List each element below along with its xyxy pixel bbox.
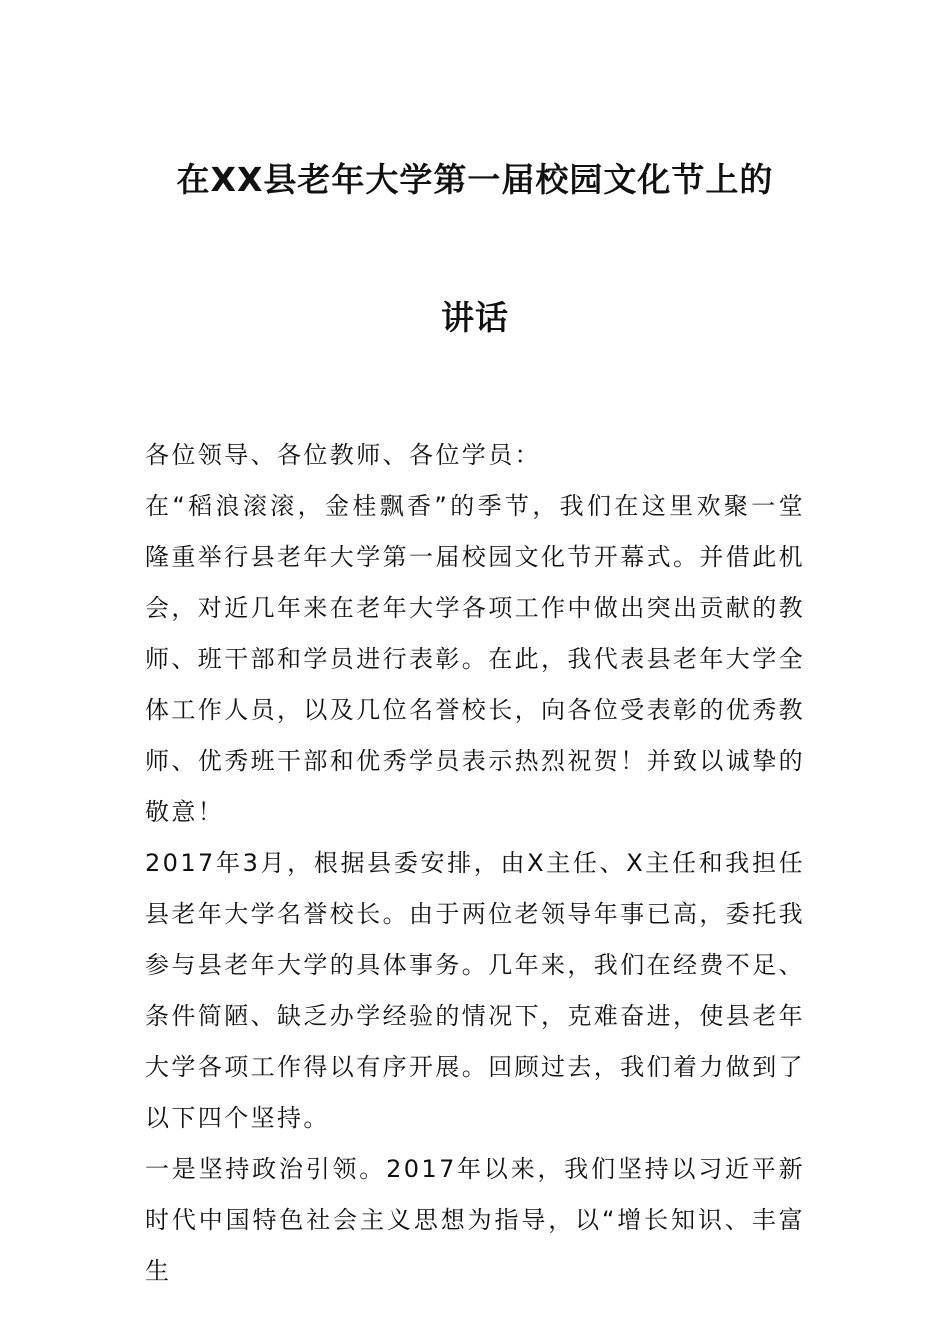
- document-body: [145, 430, 805, 1297]
- paragraph-point-one: 一是坚持政治引领。2017年以来，我们坚持以习近平新时代中国特色社会主义思想为指导，以“增长知识、丰富生: [145, 1155, 805, 1285]
- paragraph-opening: 在“稻浪滚滚，金桂飘香”的季节，我们在这里欢聚一堂隆重举行县老年大学第一届校园文化节开幕式。并借此机会，对近几年来在老年大学各项工作中做出突出贡献的教师、班干部和学员进行表彰。在此，我代表县老年大学全体工作人员，以及几位名誉校长，向各位受表彰的优秀教师、优秀班干部和优秀学员表示热烈祝贺！并致以诚挚的敬意！: [145, 492, 805, 826]
- document-title-line-1: 在XX县老年大学第一届校园文化节上的: [176, 160, 774, 199]
- paragraph-history: 2017年3月，根据县委安排，由X主任、X主任和我担任县老年大学名誉校长。由于两位老领导年事已高，委托我参与县老年大学的具体事务。几年来，我们在经费不足、条件简陋、缺乏办学经验的情况下，克难奋进，使县老年大学各项工作得以有序开展。回顾过去，我们着力做到了以下四个坚持。: [145, 849, 805, 1132]
- salutation: 各位领导、各位教师、各位学员：: [145, 441, 541, 469]
- document-title-line-2: 讲话: [441, 298, 509, 337]
